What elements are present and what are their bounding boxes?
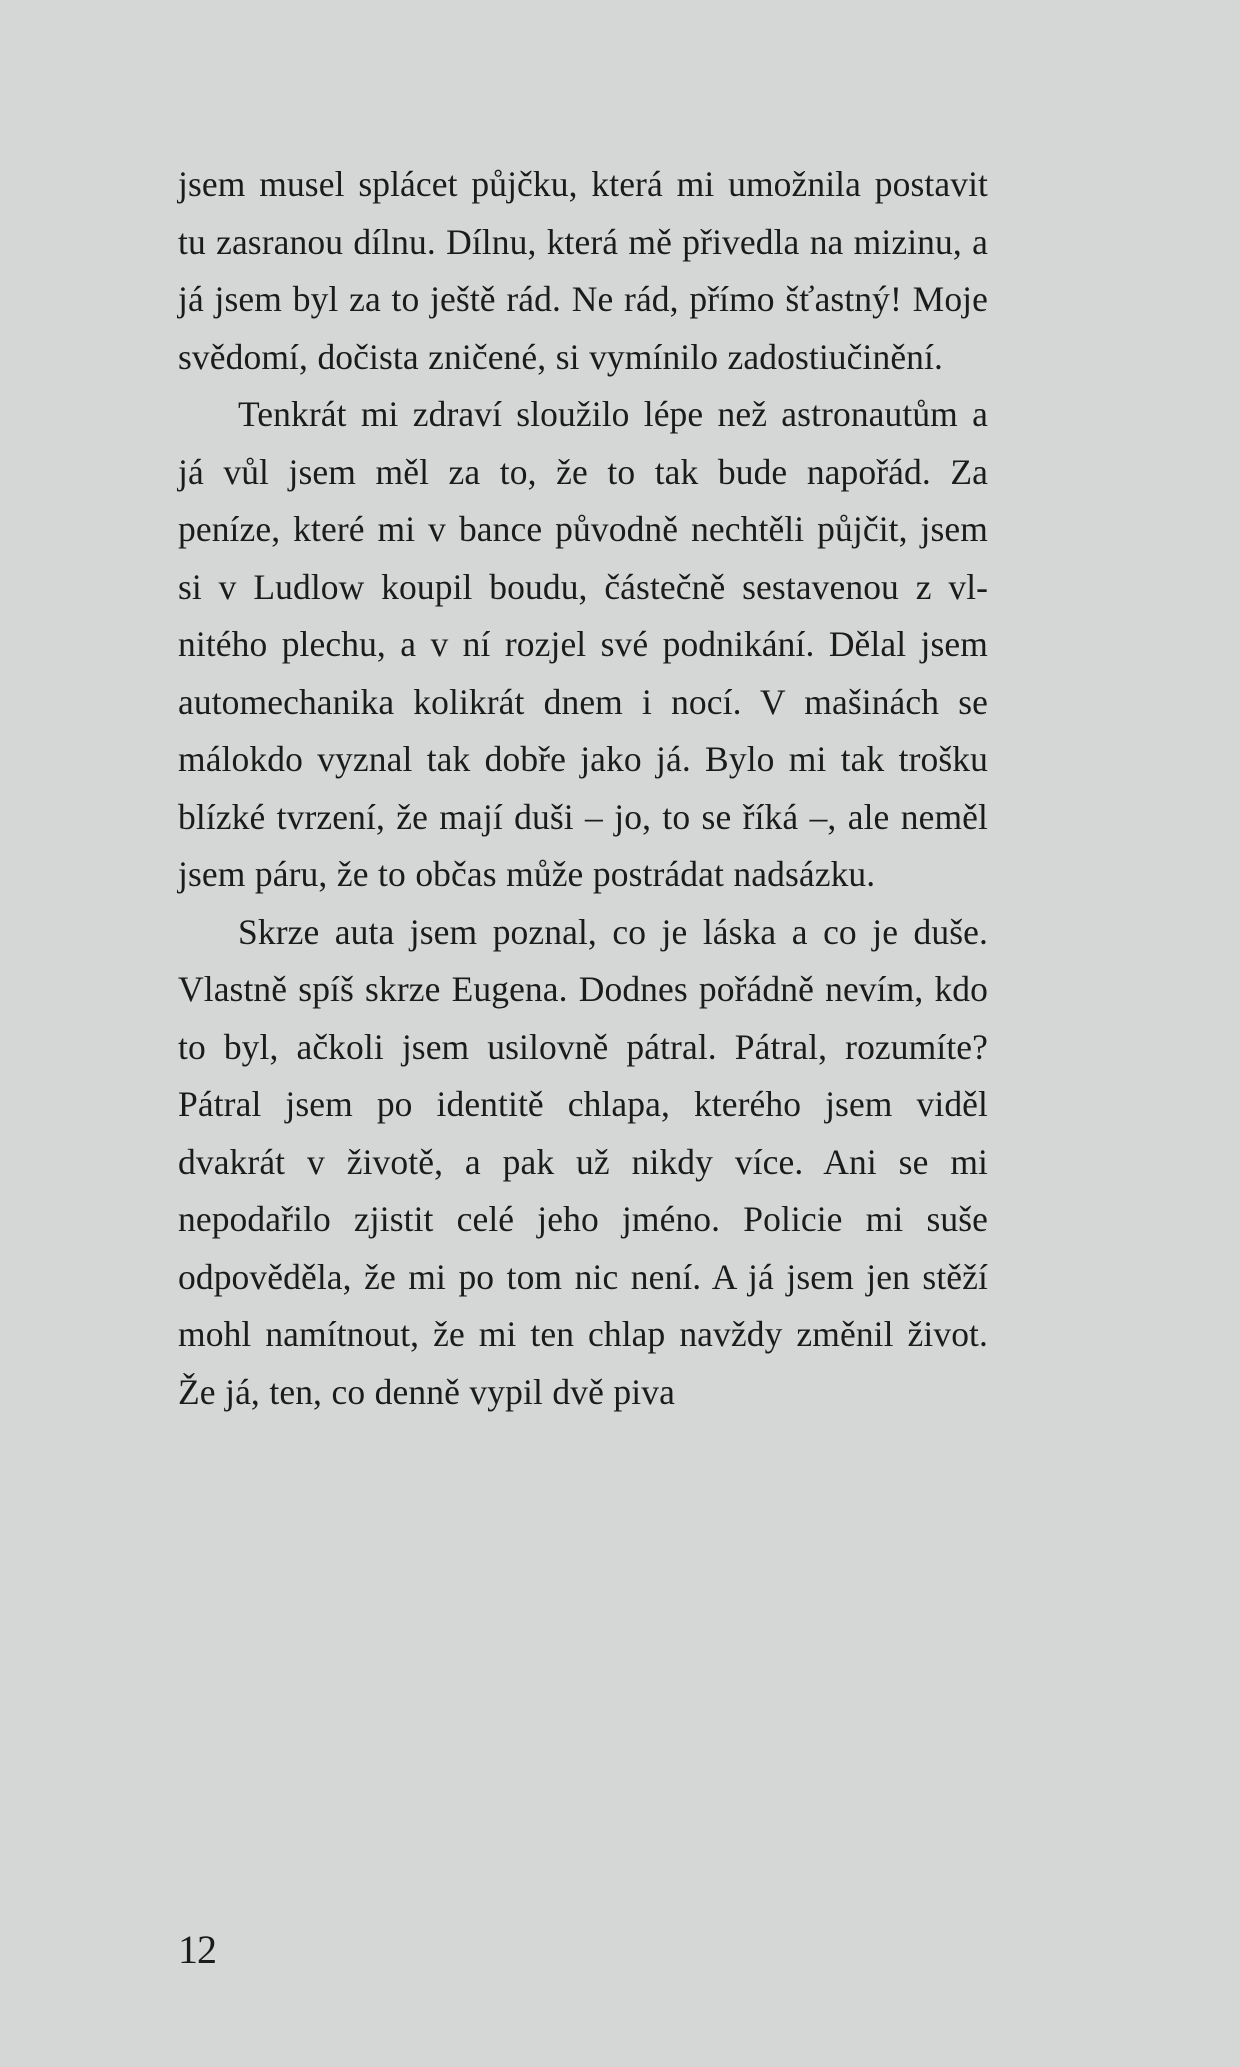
paragraph: Tenkrát mi zdraví sloužilo lépe než astronautům a já vůl jsem měl za to, že to tak bude napořád. Za peníze, které mi v bance původně nechtěli půjčit, jsem si v Ludlow koupil boudu, částečně sestavenou z vlnitého plechu, a v ní rozjel své podnikání. Dělal jsem automechanika kolikrát dnem i nocí. V mašinách se málokdo vyznal tak dobře jako já. Bylo mi tak trošku blízké tvrzení, že mají duši – jo, to se říká –, ale neměl jsem páru, že to občas může postrádat nadsázku. bbox=[178, 394, 988, 894]
paragraph: jsem musel splácet půjčku, která mi umožnila postavit tu zasranou dílnu. Dílnu, která mě přivedla na mizinu, a já jsem byl za to ještě rád. Ne rád, přímo šťastný! Moje svědomí, dočista zničené, si vymínilo zadostiučinění. bbox=[178, 164, 988, 377]
paragraph: Skrze auta jsem poznal, co je láska a co je duše. Vlastně spíš skrze Eugena. Dodnes pořádně nevím, kdo to byl, ačkoli jsem usilovně pátral. Pátral, rozumíte? Pátral jsem po identitě chlapa, kterého jsem viděl dvakrát v životě, a pak už nikdy více. Ani se mi nepodařilo zjistit celé jeho jméno. Policie mi suše odpověděla, že mi po tom nic není. A já jsem jen stěží mohl namítnout, že mi ten chlap navždy změnil život. Že já, ten, co denně vypil dvě piva bbox=[178, 911, 988, 1412]
body-text bbox=[178, 156, 988, 1421]
page-number: 12 bbox=[178, 1927, 216, 1972]
